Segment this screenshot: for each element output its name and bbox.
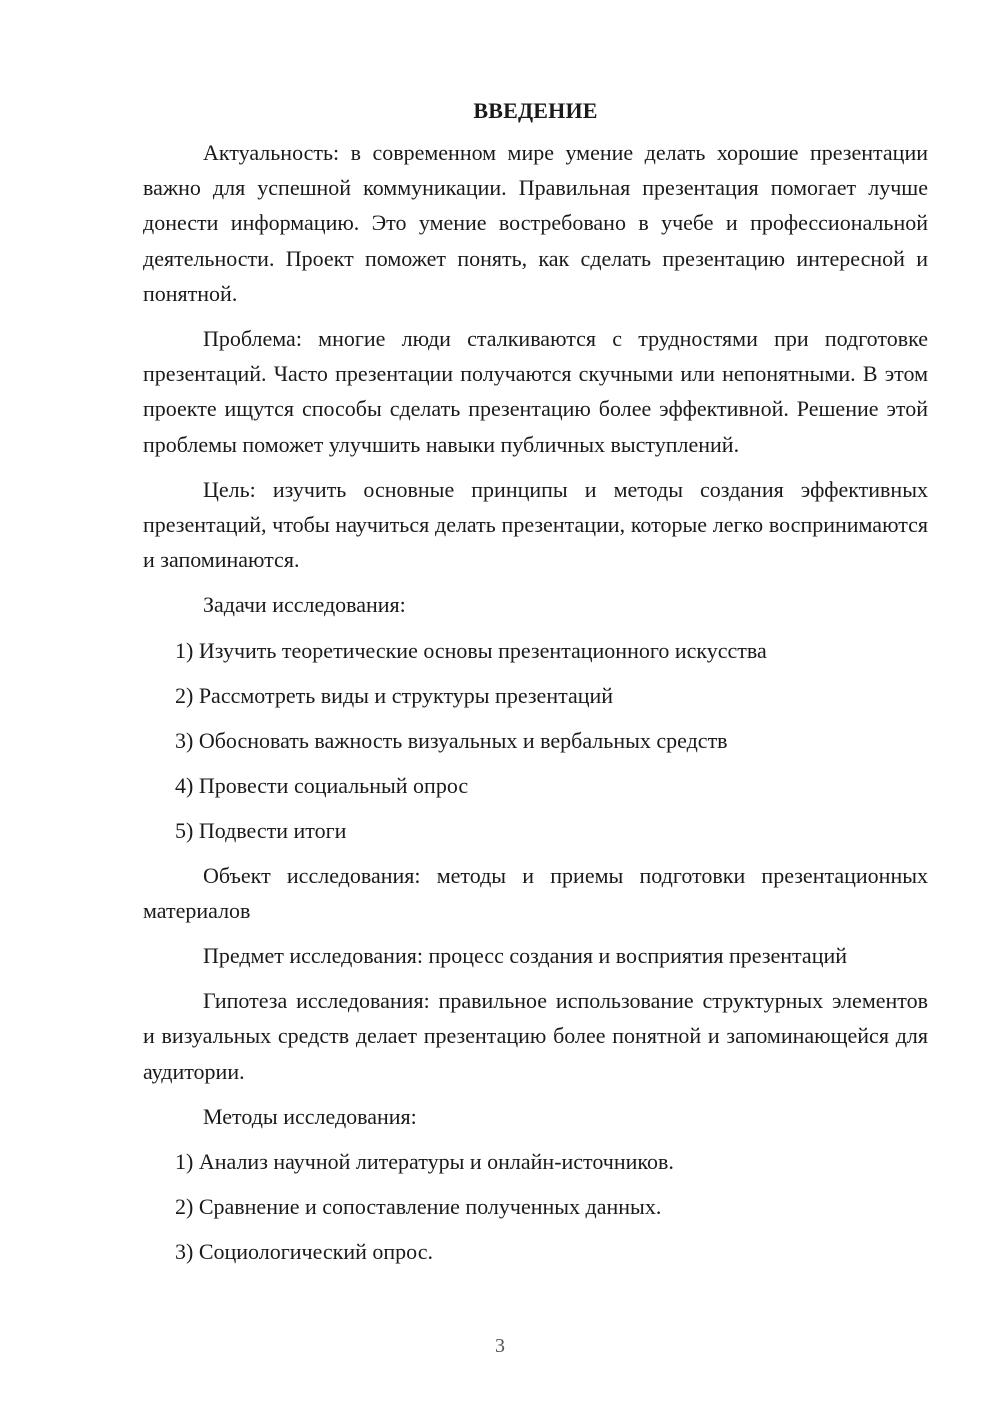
tasks-list (143, 633, 928, 848)
goal-paragraph: Цель: изучить основные принципы и методы создания эффективных презентаций, чтобы научиться делать презентации, которые легко воспринимаются и запоминаются. (143, 476, 928, 573)
page-number: 3 (495, 1335, 505, 1357)
method-item: 1) Анализ научной литературы и онлайн-источников. (175, 1149, 674, 1175)
problem-paragraph: Проблема: многие люди сталкиваются с трудностями при подготовке презентаций. Часто презентации получаются скучными или непонятными. В этом проекте ищутся способы сделать презентацию более эффективной. Решение этой проблемы поможет улучшить навыки публичных выступлений. (143, 326, 928, 457)
task-item: 2) Рассмотреть виды и структуры презентаций (175, 682, 614, 708)
task-item: 5) Подвести итоги (175, 817, 347, 843)
methods-heading: Методы исследования: (203, 1103, 417, 1129)
task-item: 1) Изучить теоретические основы презентационного искусства (175, 637, 767, 663)
page-body (143, 94, 928, 1279)
subject-paragraph: Предмет исследования: процесс создания и восприятия презентаций (203, 943, 848, 969)
page-title: ВВЕДЕНИЕ (473, 98, 598, 123)
task-item: 3) Обосновать важность визуальных и вербальных средств (175, 727, 728, 753)
relevance-paragraph: Актуальность: в современном мире умение делать хорошие презентации важно для успешной коммуникации. Правильная презентация помогает лучше донести информацию. Это умение востребовано в учебе и профессиональной деятельности. Проект поможет понять, как сделать презентацию интересной и понятной. (143, 140, 928, 306)
object-paragraph: Объект исследования: методы и приемы подготовки презентационных материалов (143, 862, 928, 923)
method-item: 3) Социологический опрос. (175, 1239, 433, 1265)
task-item: 4) Провести социальный опрос (175, 772, 469, 798)
method-item: 2) Сравнение и сопоставление полученных данных. (175, 1194, 662, 1220)
hypothesis-paragraph: Гипотеза исследования: правильное использование структурных элементов и визуальных средств делает презентацию более понятной и запоминающейся для аудитории. (143, 988, 928, 1084)
tasks-heading: Задачи исследования: (203, 592, 406, 618)
methods-list (143, 1144, 928, 1269)
